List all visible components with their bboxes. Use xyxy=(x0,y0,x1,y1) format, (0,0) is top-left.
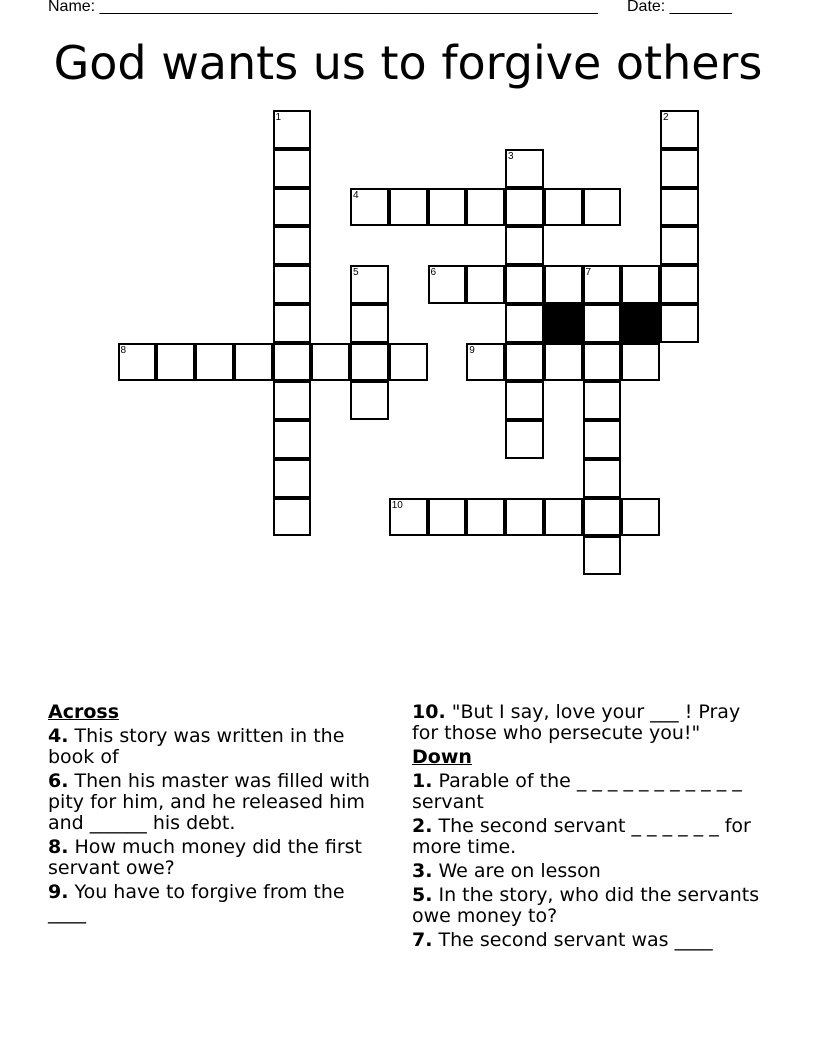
crossword-cell[interactable] xyxy=(660,188,699,227)
cell-number: 4 xyxy=(353,189,359,201)
crossword-cell[interactable] xyxy=(466,343,505,382)
cell-number: 6 xyxy=(430,267,437,278)
clue-across-10 xyxy=(412,702,762,744)
crossword-cell[interactable] xyxy=(234,343,273,382)
clue-number: 9. xyxy=(48,881,69,903)
crossword-cell[interactable] xyxy=(505,498,544,537)
crossword-cell[interactable] xyxy=(273,498,312,537)
black-square xyxy=(544,304,583,343)
clue-number: 3. xyxy=(412,860,433,882)
clue-text: How much money did the first servant owe? xyxy=(48,836,363,879)
clue-down-7 xyxy=(412,930,762,951)
clue-down-3 xyxy=(412,861,762,882)
crossword-cell[interactable] xyxy=(273,304,312,343)
crossword-cell[interactable] xyxy=(389,343,428,382)
date-field-label: Date: _______ xyxy=(627,0,732,15)
clue-down-2 xyxy=(412,816,762,858)
crossword-cell[interactable] xyxy=(156,343,195,382)
clues-column-left xyxy=(48,702,388,927)
crossword-cell[interactable] xyxy=(273,188,312,227)
crossword-cell[interactable] xyxy=(428,265,467,304)
crossword-cell[interactable] xyxy=(311,343,350,382)
crossword-cell[interactable] xyxy=(466,498,505,537)
crossword-cell[interactable] xyxy=(273,226,312,265)
crossword-cell[interactable] xyxy=(389,188,428,227)
crossword-cell[interactable] xyxy=(544,498,583,537)
crossword-cell[interactable] xyxy=(273,343,312,382)
clue-text: We are on lesson xyxy=(438,860,601,882)
across-heading: Across xyxy=(48,701,120,723)
clue-number: 6. xyxy=(48,770,69,792)
cell-number: 3 xyxy=(508,150,514,162)
crossword-cell[interactable] xyxy=(389,498,428,537)
crossword-cell[interactable] xyxy=(583,459,622,498)
cell-number: 2 xyxy=(663,112,669,123)
clue-number: 2. xyxy=(412,815,433,837)
clue-text: You have to forgive from the ____ xyxy=(48,881,345,924)
clue-across-6 xyxy=(48,771,388,834)
clue-down-1 xyxy=(412,771,762,813)
clue-across-9 xyxy=(48,882,388,924)
crossword-cell[interactable] xyxy=(505,420,544,459)
crossword-cell[interactable] xyxy=(350,265,389,304)
crossword-cell[interactable] xyxy=(505,149,544,188)
crossword-cell[interactable] xyxy=(583,420,622,459)
crossword-cell[interactable] xyxy=(195,343,234,382)
crossword-cell[interactable] xyxy=(660,149,699,188)
clue-number: 7. xyxy=(412,929,433,951)
crossword-cell[interactable] xyxy=(660,110,699,149)
clue-text: "But I say, love your ___ ! Pray for those who persecute you!" xyxy=(412,701,741,744)
crossword-cell[interactable] xyxy=(466,265,505,304)
crossword-cell[interactable] xyxy=(505,343,544,382)
crossword-cell[interactable] xyxy=(505,381,544,420)
crossword-cell[interactable] xyxy=(273,265,312,304)
crossword-cell[interactable] xyxy=(583,536,622,575)
clue-text: The second servant _ _ _ _ _ _ for more time. xyxy=(412,815,751,858)
crossword-cell[interactable] xyxy=(350,381,389,420)
clue-number: 5. xyxy=(412,884,433,906)
crossword-cell[interactable] xyxy=(428,188,467,227)
crossword-cell[interactable] xyxy=(583,188,622,227)
crossword-cell[interactable] xyxy=(428,498,467,537)
cell-number: 9 xyxy=(469,344,475,356)
clue-text: This story was written in the book of xyxy=(48,725,345,768)
crossword-cell[interactable] xyxy=(273,381,312,420)
crossword-cell[interactable] xyxy=(505,226,544,265)
cell-number: 5 xyxy=(353,267,359,278)
clue-text: Then his master was filled with pity for him, and he released him and ______ his debt. xyxy=(48,770,370,834)
crossword-cell[interactable] xyxy=(350,188,389,227)
clue-text: The second servant was ____ xyxy=(438,929,713,951)
clue-across-4 xyxy=(48,726,388,768)
cell-number: 8 xyxy=(120,344,127,356)
crossword-cell[interactable] xyxy=(583,343,622,382)
crossword-cell[interactable] xyxy=(544,343,583,382)
crossword-cell[interactable] xyxy=(583,381,622,420)
crossword-cell[interactable] xyxy=(660,304,699,343)
crossword-cell[interactable] xyxy=(660,265,699,304)
crossword-cell[interactable] xyxy=(505,188,544,227)
clue-number: 1. xyxy=(412,770,433,792)
crossword-cell[interactable] xyxy=(273,110,312,149)
crossword-cell[interactable] xyxy=(273,149,312,188)
clue-number: 4. xyxy=(48,725,69,747)
clues-column-right xyxy=(412,702,762,954)
clue-across-8 xyxy=(48,837,388,879)
crossword-cell[interactable] xyxy=(350,304,389,343)
crossword-cell[interactable] xyxy=(273,420,312,459)
page-title: God wants us to forgive others xyxy=(53,36,763,90)
crossword-cell[interactable] xyxy=(505,265,544,304)
clue-text: In the story, who did the servants owe money to? xyxy=(412,884,760,927)
cell-number: 1 xyxy=(275,112,282,123)
crossword-cell[interactable] xyxy=(466,188,505,227)
clue-number: 8. xyxy=(48,836,69,858)
clue-text: Parable of the _ _ _ _ _ _ _ _ _ _ _ servant xyxy=(412,770,742,813)
crossword-cell[interactable] xyxy=(505,304,544,343)
name-field-label: Name: ________________________________________________________ xyxy=(48,0,598,15)
crossword-cell[interactable] xyxy=(118,343,157,382)
crossword-cell[interactable] xyxy=(273,459,312,498)
crossword-cell[interactable] xyxy=(583,498,622,537)
black-square xyxy=(621,304,660,343)
crossword-cell[interactable] xyxy=(621,498,660,537)
down-heading: Down xyxy=(412,746,472,768)
crossword-cell[interactable] xyxy=(544,265,583,304)
crossword-cell[interactable] xyxy=(660,226,699,265)
crossword-cell[interactable] xyxy=(544,188,583,227)
crossword-cell[interactable] xyxy=(583,265,622,304)
cell-number: 7 xyxy=(585,267,592,278)
crossword-cell[interactable] xyxy=(583,304,622,343)
clue-number: 10. xyxy=(412,701,446,723)
crossword-cell[interactable] xyxy=(350,343,389,382)
crossword-cell[interactable] xyxy=(621,265,660,304)
clue-down-5 xyxy=(412,885,762,927)
cell-number: 10 xyxy=(391,499,403,511)
crossword-cell[interactable] xyxy=(621,343,660,382)
